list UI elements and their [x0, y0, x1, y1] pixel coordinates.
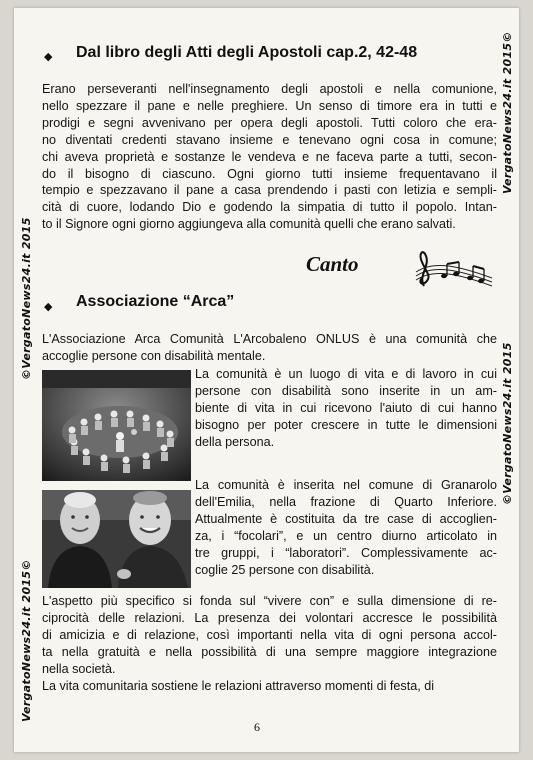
text-line: accoglie persone con disabilità mentale.	[42, 348, 266, 363]
watermark-left-upper	[20, 217, 33, 380]
watermark-left-lower	[20, 559, 33, 722]
copyright-symbol: ©	[20, 368, 33, 380]
text-line: to il Signore ogni giorno aggiungeva alla comunità quelli che erano salvati.	[42, 217, 456, 232]
bullet-diamond-icon: ◆	[44, 300, 53, 313]
section2-intro	[42, 331, 497, 365]
community-circle-photo	[42, 370, 191, 481]
copyright-symbol: ©	[501, 493, 514, 505]
page-number: 6	[254, 720, 260, 734]
two-men-photo	[42, 490, 191, 588]
watermark-text: VergatoNews24.it 2015	[20, 570, 33, 722]
text-line: persone con disabilità sono inserite in un am-	[195, 383, 497, 398]
text-line: ta nella gratuità e nella possibilità di una sempre maggiore integrazione	[42, 644, 497, 659]
text-line: do il bisogno di ciascuno. Ogni giorno tutti insieme frequentavano il	[42, 166, 497, 181]
copyright-symbol: ©	[501, 31, 514, 43]
text-line: biente di vita in cui ricevono l'aiuto di cui hanno	[195, 400, 497, 415]
section1-paragraph	[42, 81, 497, 233]
watermark-text: VergatoNews24.it 2015	[20, 217, 33, 369]
watermark-text: VergatoNews24.it 2015	[501, 42, 514, 194]
text-line: dell'Emilia, nella frazione di Quarto Inferiore.	[195, 494, 497, 509]
text-line: Attualmente è costituita da tre case di accoglien-	[195, 511, 497, 526]
text-line: coglie 25 persone con disabilità.	[195, 562, 375, 577]
music-notes-icon	[414, 246, 494, 290]
watermark-top-right	[501, 31, 514, 194]
watermark-text: VergatoNews24.it 2015	[501, 342, 514, 494]
copyright-symbol: ©	[20, 559, 33, 571]
text-line: L'Associazione Arca Comunità L'Arcobaleno ONLUS è una comunità che	[42, 332, 497, 346]
section2-right-paragraph-2	[195, 477, 497, 578]
section2-bottom-paragraph	[42, 593, 497, 694]
text-line: Erano perseveranti nell'insegnamento degli apostoli e nella comunione,	[42, 82, 497, 96]
section2-right-paragraph-1	[195, 366, 497, 451]
text-line: La comunità è inserita nel comune di Granarolo	[195, 478, 497, 492]
text-line: di amicizia e di relazione, così importanti nella vita di ogni persona accol-	[42, 627, 497, 642]
text-line: L'aspetto più specifico si fonda sul “vivere con” e sulla dimensione di re-	[42, 594, 497, 608]
text-line: nella società.	[42, 661, 116, 676]
text-line: ciprocità delle relazioni. La presenza dei volontari accresce le possibilità	[42, 610, 497, 625]
text-line: tre gruppi, i “laboratori”. Complessivamente ac-	[195, 545, 497, 560]
text-line: prodigi e segni avvenivano per opera degli apostoli. Tutti coloro che era-	[42, 115, 497, 130]
text-line: La comunità è un luogo di vita e di lavoro in cui	[195, 367, 497, 381]
text-line: za, i “focolari”, e un centro diurno articolato in	[195, 528, 497, 543]
watermark-right-middle	[501, 342, 514, 505]
text-line: cità di cuore, lodando Dio e godendo la simpatia di tutto il popolo. Intan-	[42, 200, 497, 215]
canto-label: Canto	[306, 252, 359, 276]
text-line: La vita comunitaria sostiene le relazioni attraverso momenti di festa, di	[42, 678, 434, 693]
section-title-atti: Dal libro degli Atti degli Apostoli cap.2, 42-48	[76, 44, 418, 61]
bullet-diamond-icon: ◆	[44, 50, 53, 63]
section-title-arca: Associazione “Arca”	[76, 293, 235, 310]
text-line: chi aveva proprietà e sostanze le vendeva e ne faceva parte a tutti, secon-	[42, 149, 497, 164]
text-line: nello spezzare il pane e nelle preghiere. Un senso di timore era in tutti e	[42, 98, 497, 113]
text-line: tempio e spezzavano il pane a casa prendendo i pasti con letizia e sempli-	[42, 183, 497, 198]
text-line: no diventati credenti stavano insieme e tenevano ogni cosa in comune;	[42, 132, 497, 147]
text-line: della persona.	[195, 434, 275, 449]
text-line: bisogno per poter crescere in tutte le dimensioni	[195, 417, 497, 432]
